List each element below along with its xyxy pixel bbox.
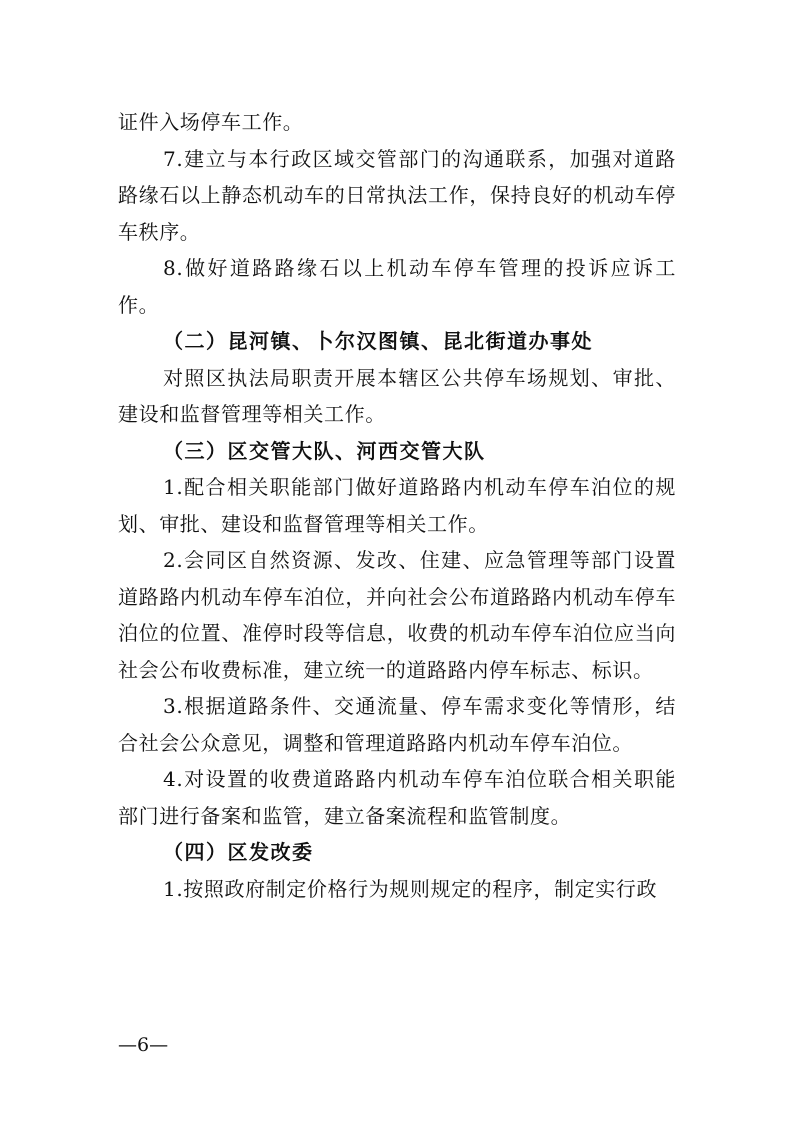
section-heading-4: （四）区发改委 (163, 840, 314, 864)
page-body (118, 104, 676, 907)
section-heading-3: （三）区交管大队、河西交管大队 (163, 438, 486, 463)
paragraph-item-8: 8.做好道路路缘石以上机动车停车管理的投诉应诉工作。 (118, 256, 676, 317)
page-number: —6— (118, 1034, 169, 1056)
paragraph-item-7: 7.建立与本行政区域交管部门的沟通联系，加强对道路路缘石以上静态机动车的日常执法工作，保持良好的机动车停车秩序。 (118, 146, 676, 244)
paragraph-section-3-item-3: 3.根据道路条件、交通流量、停车需求变化等情形，结合社会公众意见，调整和管理道路路内机动车停车泊位。 (118, 694, 676, 755)
paragraph-section-3-item-2: 2.会同区自然资源、发改、住建、应急管理等部门设置道路路内机动车停车泊位，并向社会公布道路路内机动车停车泊位的位置、准停时段等信息，收费的机动车停车泊位应当向社会公布收费标准，建立统一的道路路内停车标志、标识。 (118, 548, 676, 682)
paragraph-continuation: 证件入场停车工作。 (118, 110, 304, 134)
paragraph-section-2-body: 对照区执法局职责开展本辖区公共停车场规划、审批、建设和监督管理等相关工作。 (118, 365, 676, 426)
paragraph-section-3-item-4: 4.对设置的收费道路路内机动车停车泊位联合相关职能部门进行备案和监管，建立备案流程和监管制度。 (118, 767, 676, 828)
section-heading-2: （二）昆河镇、卜尔汉图镇、昆北街道办事处 (163, 329, 593, 353)
paragraph-section-3-item-1: 1.配合相关职能部门做好道路路内机动车停车泊位的规划、审批、建设和监督管理等相关工作。 (118, 475, 676, 536)
paragraph-section-4-item-1: 1.按照政府制定价格行为规则规定的程序，制定实行政 (163, 876, 658, 901)
